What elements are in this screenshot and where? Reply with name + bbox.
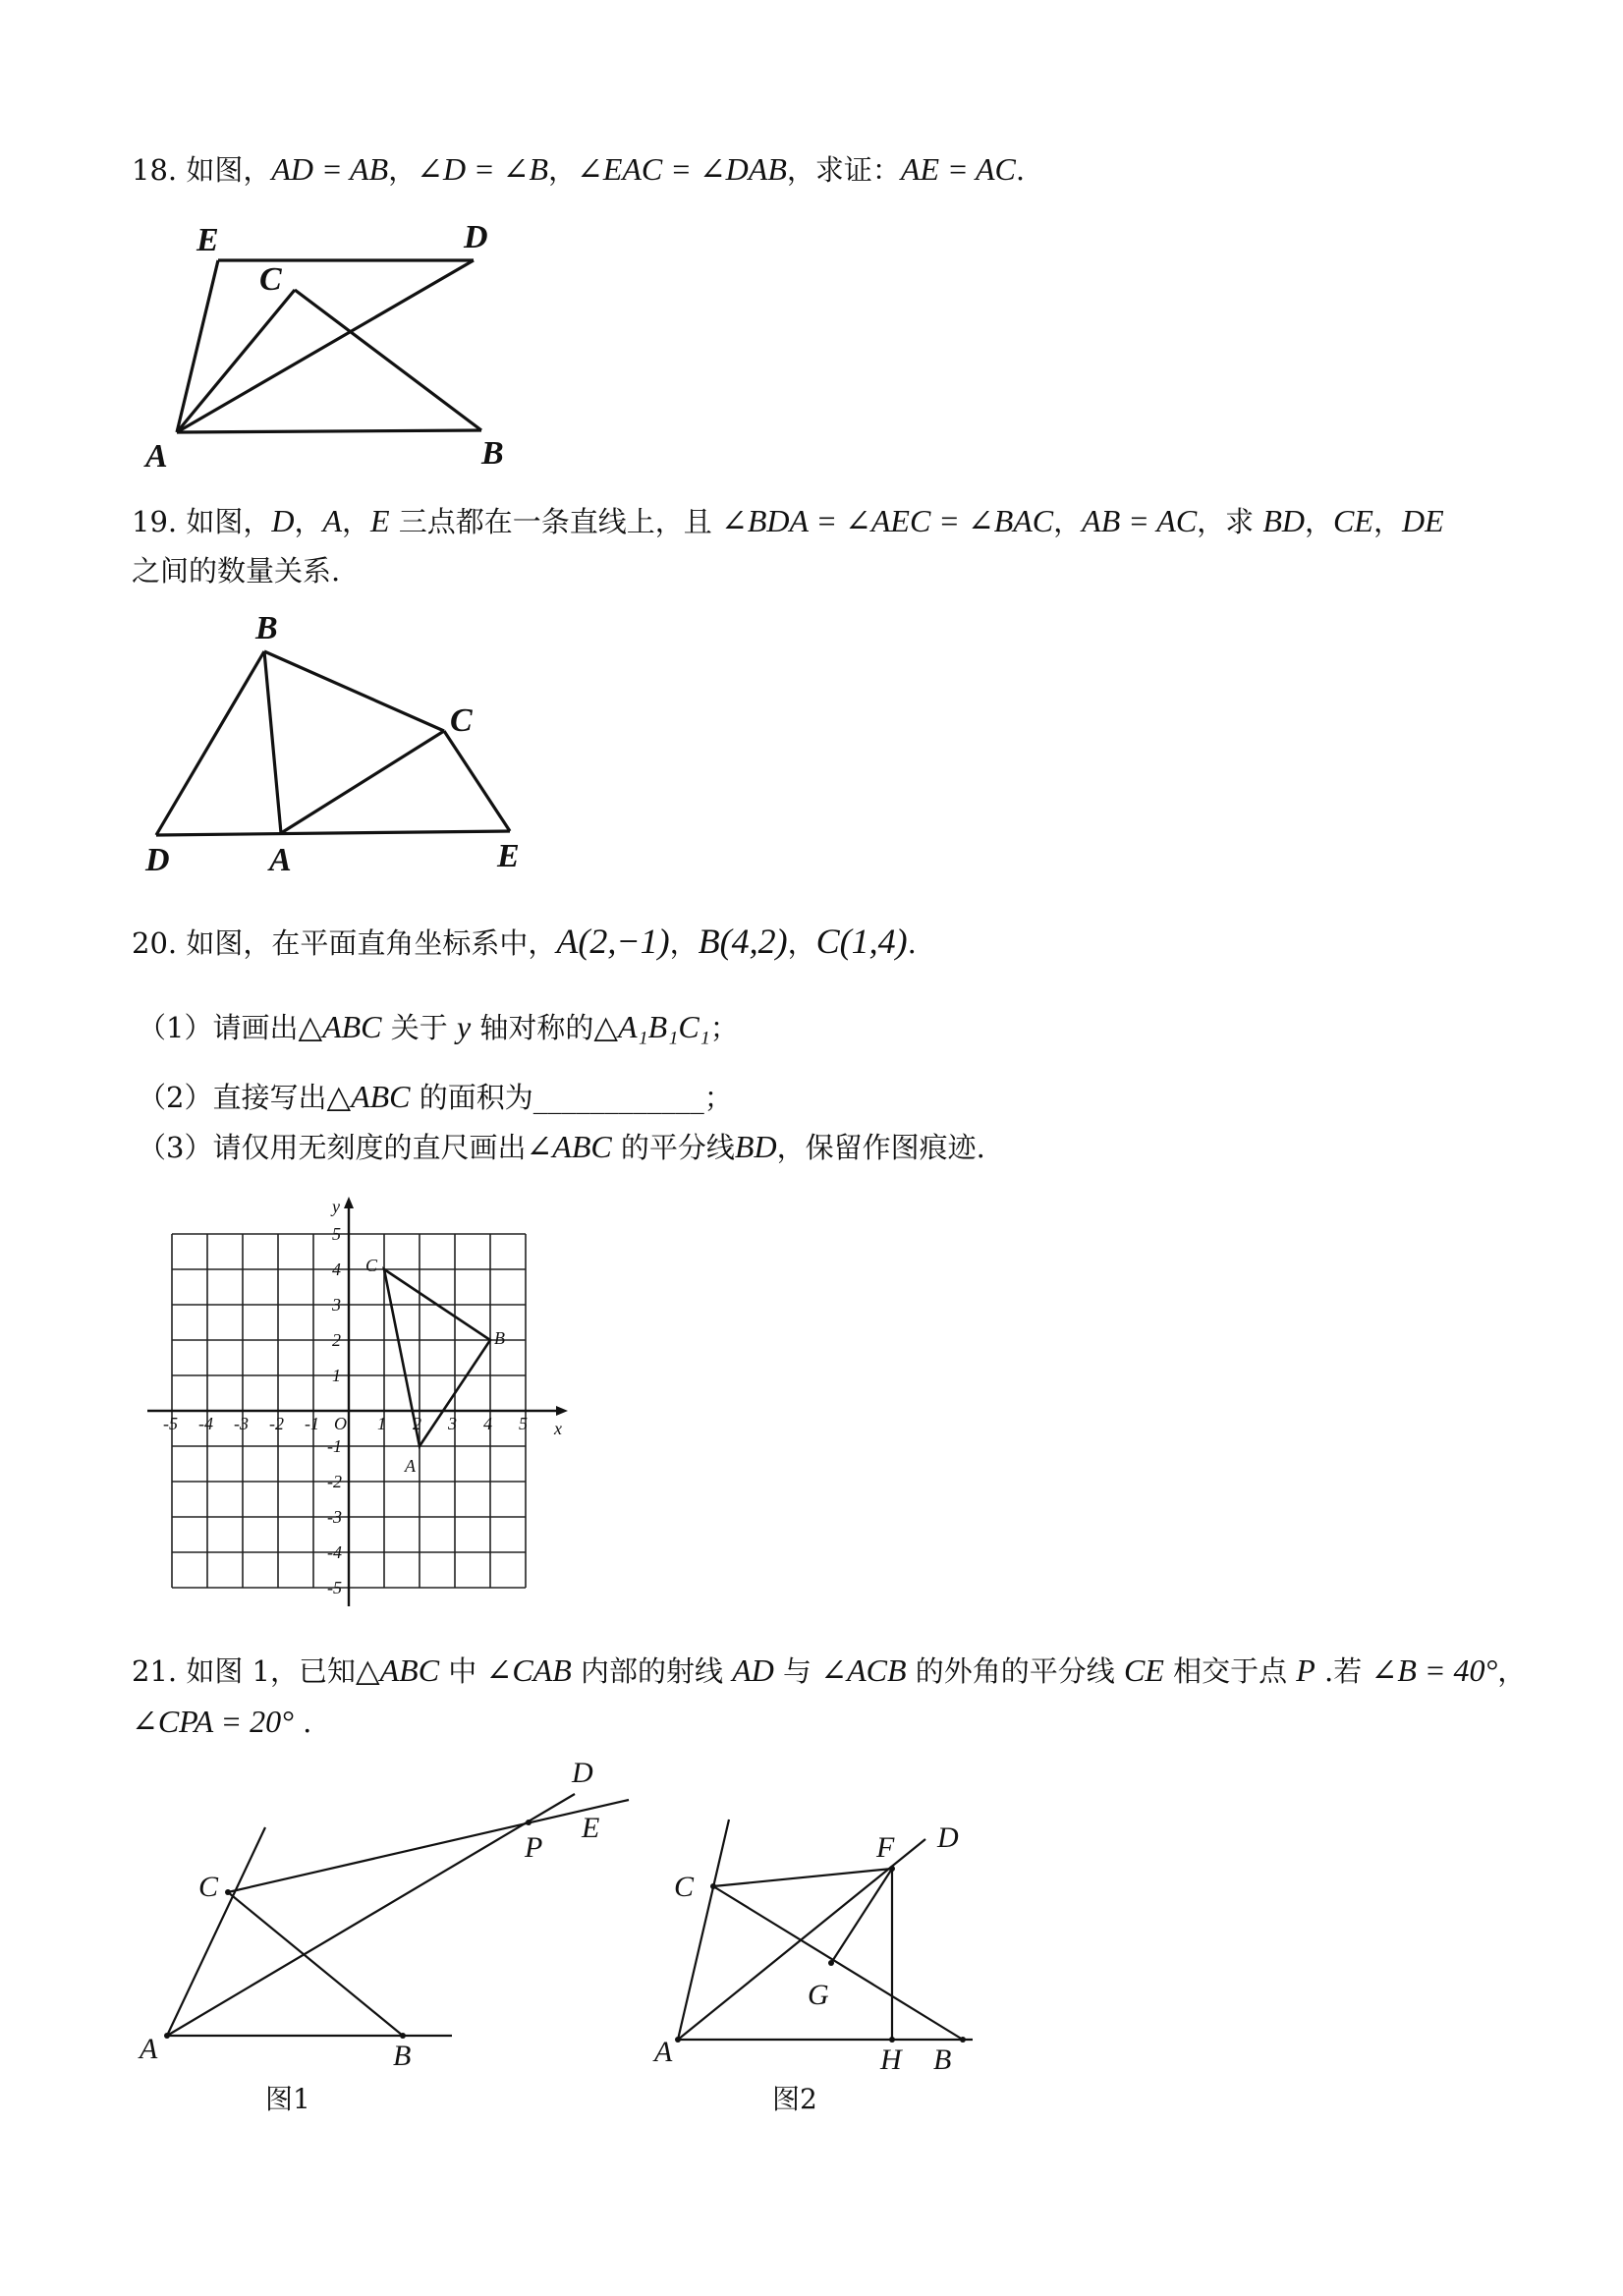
point-A-coords: A(2,−1) <box>556 922 670 961</box>
period: . <box>1015 153 1026 187</box>
q18-condition-2: ∠D = ∠B <box>417 151 548 187</box>
triangle-ABC: △ABC <box>298 1009 382 1044</box>
q20-number: 20. 如图，在平面直角坐标系中， <box>132 926 557 960</box>
angle-B-value: ∠B = 40° <box>1371 1652 1498 1688</box>
text: 与 <box>773 1654 821 1688</box>
ray-AD <box>167 1794 575 2036</box>
angle-ACB: ∠ACB <box>820 1652 907 1688</box>
edge-BD <box>156 651 264 835</box>
separator: ， <box>1372 505 1402 538</box>
text: （3）请仅用无刻度的直尺画出 <box>138 1131 527 1164</box>
label-A: A <box>145 438 168 472</box>
y-tick-label: -4 <box>327 1542 342 1562</box>
point-P: P <box>1296 1652 1315 1688</box>
q20-sub1 <box>138 1007 739 1047</box>
text: 相交于点 <box>1163 1654 1297 1688</box>
line-CE: CE <box>1123 1652 1164 1688</box>
q19-statement-line2 <box>132 551 340 590</box>
q20-statement <box>132 922 917 963</box>
label-D: D <box>145 842 170 877</box>
q19-condition-1: ∠BDA = ∠AEC = ∠BAC <box>721 503 1054 538</box>
y-tick-label: -1 <box>327 1436 342 1456</box>
edge-AC <box>281 731 444 833</box>
axis-y: y <box>456 1009 472 1044</box>
x-tick-label: -1 <box>305 1414 319 1433</box>
text: 轴对称的 <box>471 1011 594 1044</box>
text: （2）直接写出 <box>138 1081 327 1114</box>
q18-figure <box>128 206 540 472</box>
segment-CE: CE <box>1333 503 1373 538</box>
point-A <box>675 2037 681 2043</box>
label-H: H <box>880 2044 902 2076</box>
q18-number: 18. 如图， <box>132 153 272 187</box>
x-tick-label: 1 <box>377 1414 386 1433</box>
x-tick-label: -5 <box>163 1414 178 1433</box>
triangle-ABC: △ABC <box>326 1079 411 1114</box>
edge-CE <box>444 731 510 831</box>
label-D: D <box>572 1759 593 1789</box>
line-CB <box>228 1892 403 2036</box>
label-D: D <box>464 219 488 255</box>
figure-2-caption: 图2 <box>772 2083 817 2115</box>
edge-AB <box>177 430 481 432</box>
label-P: P <box>525 1831 543 1864</box>
x-axis-arrow <box>556 1406 568 1416</box>
label-A: A <box>269 842 292 877</box>
separator: ， <box>669 926 699 960</box>
q20-coordinate-grid <box>138 1189 589 1621</box>
line-CE <box>228 1800 629 1892</box>
label-B: B <box>481 435 504 472</box>
label-B: B <box>255 610 278 646</box>
line-AC-extended <box>167 1827 265 2036</box>
separator: ， <box>1053 505 1083 538</box>
ray-AD <box>678 1839 925 2040</box>
x-tick-label: -4 <box>198 1414 213 1433</box>
q19-condition-2: AB = AC <box>1082 503 1198 538</box>
q19-line2-text: 之间的数量关系. <box>132 554 341 588</box>
segment-BD: BD <box>1262 503 1306 538</box>
x-tick-label: 3 <box>448 1414 457 1433</box>
q21-statement-line1 <box>132 1651 1526 1691</box>
point-B-coords: B(4,2) <box>698 922 788 961</box>
text: .若 <box>1315 1654 1371 1688</box>
q21-statement-line2 <box>132 1702 311 1742</box>
figure-1-caption: 图1 <box>265 2083 310 2115</box>
point-C-coords: C(1,4) <box>815 922 908 961</box>
edge-BA <box>264 651 281 833</box>
separator: ， <box>1305 505 1334 538</box>
angle-ABC: ∠ABC <box>526 1129 612 1164</box>
y-axis-arrow <box>344 1197 354 1208</box>
text: 内部的射线 <box>571 1654 733 1688</box>
triangle-A1B1C1: △A₁B₁C₁ <box>593 1009 710 1044</box>
y-tick-label: -5 <box>327 1578 342 1597</box>
q18-statement <box>132 149 1025 190</box>
q21-figure-2 <box>648 1759 1061 2122</box>
triangle-ABC <box>384 1269 490 1446</box>
point-G <box>828 1960 834 1966</box>
q19-text: ，求 <box>1197 505 1263 538</box>
answer-blank[interactable]: ____________ <box>532 1081 704 1114</box>
label-C: C <box>198 1871 219 1903</box>
q18-condition-3: ∠EAC = ∠DAB <box>577 151 787 187</box>
label-A: A <box>140 2033 158 2065</box>
angle-CPA-value: ∠CPA = 20° <box>132 1704 294 1739</box>
q18-prove-text: ，求证： <box>786 153 901 187</box>
point-H <box>889 2037 895 2043</box>
text: 的面积为 <box>410 1081 533 1114</box>
edge-DA <box>177 260 474 432</box>
separator: ， <box>388 153 418 187</box>
point-C <box>225 1889 231 1895</box>
separator: ， <box>548 153 578 187</box>
segment-BD: BD <box>734 1129 777 1164</box>
x-axis-label: x <box>554 1419 562 1438</box>
label-B: B <box>933 2044 952 2076</box>
segment-DE: DE <box>1401 503 1444 538</box>
label-C: C <box>674 1871 695 1903</box>
q20-sub2 <box>138 1077 733 1117</box>
text: ， <box>1497 1654 1527 1688</box>
label-E: E <box>196 222 219 258</box>
label-C: C <box>450 702 473 739</box>
point-E: E <box>370 503 390 538</box>
point-C <box>710 1883 716 1889</box>
separator: ， <box>342 505 371 538</box>
grid-label-C: C <box>365 1256 378 1275</box>
q19-number: 19. 如图， <box>132 505 272 538</box>
line-CF <box>713 1869 892 1886</box>
text: 关于 <box>381 1011 457 1044</box>
y-tick-label: 2 <box>332 1330 341 1350</box>
label-F: F <box>876 1831 895 1864</box>
grid-label-A: A <box>405 1456 416 1476</box>
point-B <box>400 2033 406 2039</box>
q19-figure <box>132 607 544 877</box>
point-A: A <box>322 503 343 538</box>
y-axis-label: y <box>332 1197 340 1216</box>
point-B <box>960 2037 966 2043</box>
text: 的外角的平分线 <box>906 1654 1124 1688</box>
text: ，保留作图痕迹. <box>776 1131 985 1164</box>
ray-AD: AD <box>732 1652 774 1688</box>
text: ； <box>709 1011 739 1044</box>
label-D: D <box>937 1821 959 1854</box>
q18-goal: AE = AC <box>900 151 1016 187</box>
line-AC-extended <box>678 1820 729 2040</box>
period: . <box>293 1706 312 1739</box>
q19-text: 三点都在一条直线上，且 <box>389 505 722 538</box>
edge-BC <box>264 651 444 731</box>
y-tick-label: 1 <box>332 1366 341 1385</box>
x-tick-label: -3 <box>234 1414 249 1433</box>
separator: ， <box>787 926 816 960</box>
separator: ， <box>294 505 323 538</box>
y-tick-label: -2 <box>327 1472 342 1491</box>
label-C: C <box>259 261 282 298</box>
label-B: B <box>393 2040 412 2072</box>
line-FG <box>831 1869 892 1963</box>
origin-label: O <box>334 1414 347 1433</box>
q21-number: 21. 如图 1，已知 <box>132 1654 357 1688</box>
q20-sub3 <box>138 1127 985 1167</box>
x-tick-label: 2 <box>413 1414 421 1433</box>
triangle-ABC: △ABC <box>356 1652 440 1688</box>
label-G: G <box>808 1979 829 2011</box>
y-tick-label: -3 <box>327 1507 342 1527</box>
x-tick-label: 4 <box>483 1414 492 1433</box>
y-tick-label: 4 <box>332 1260 341 1279</box>
angle-CAB: ∠CAB <box>485 1652 572 1688</box>
q19-statement-line1 <box>132 501 1444 541</box>
text: 的平分线 <box>611 1131 735 1164</box>
point-D: D <box>271 503 295 538</box>
edge-DE <box>156 831 510 835</box>
y-tick-label: 5 <box>332 1224 341 1244</box>
q18-condition-1: AD = AB <box>271 151 389 187</box>
text: ； <box>703 1081 733 1114</box>
x-tick-label: -2 <box>269 1414 284 1433</box>
text: （1）请画出 <box>138 1011 299 1044</box>
label-E: E <box>582 1812 600 1844</box>
point-F <box>889 1866 895 1872</box>
label-A: A <box>654 2036 673 2068</box>
grid-label-B: B <box>494 1328 505 1348</box>
label-E: E <box>497 838 520 874</box>
point-A <box>164 2033 170 2039</box>
y-tick-label: 3 <box>332 1295 341 1315</box>
text: 中 <box>439 1654 486 1688</box>
q21-figure-1 <box>128 1759 658 2122</box>
period: . <box>907 926 917 960</box>
x-tick-label: 5 <box>519 1414 528 1433</box>
point-P <box>526 1820 532 1825</box>
